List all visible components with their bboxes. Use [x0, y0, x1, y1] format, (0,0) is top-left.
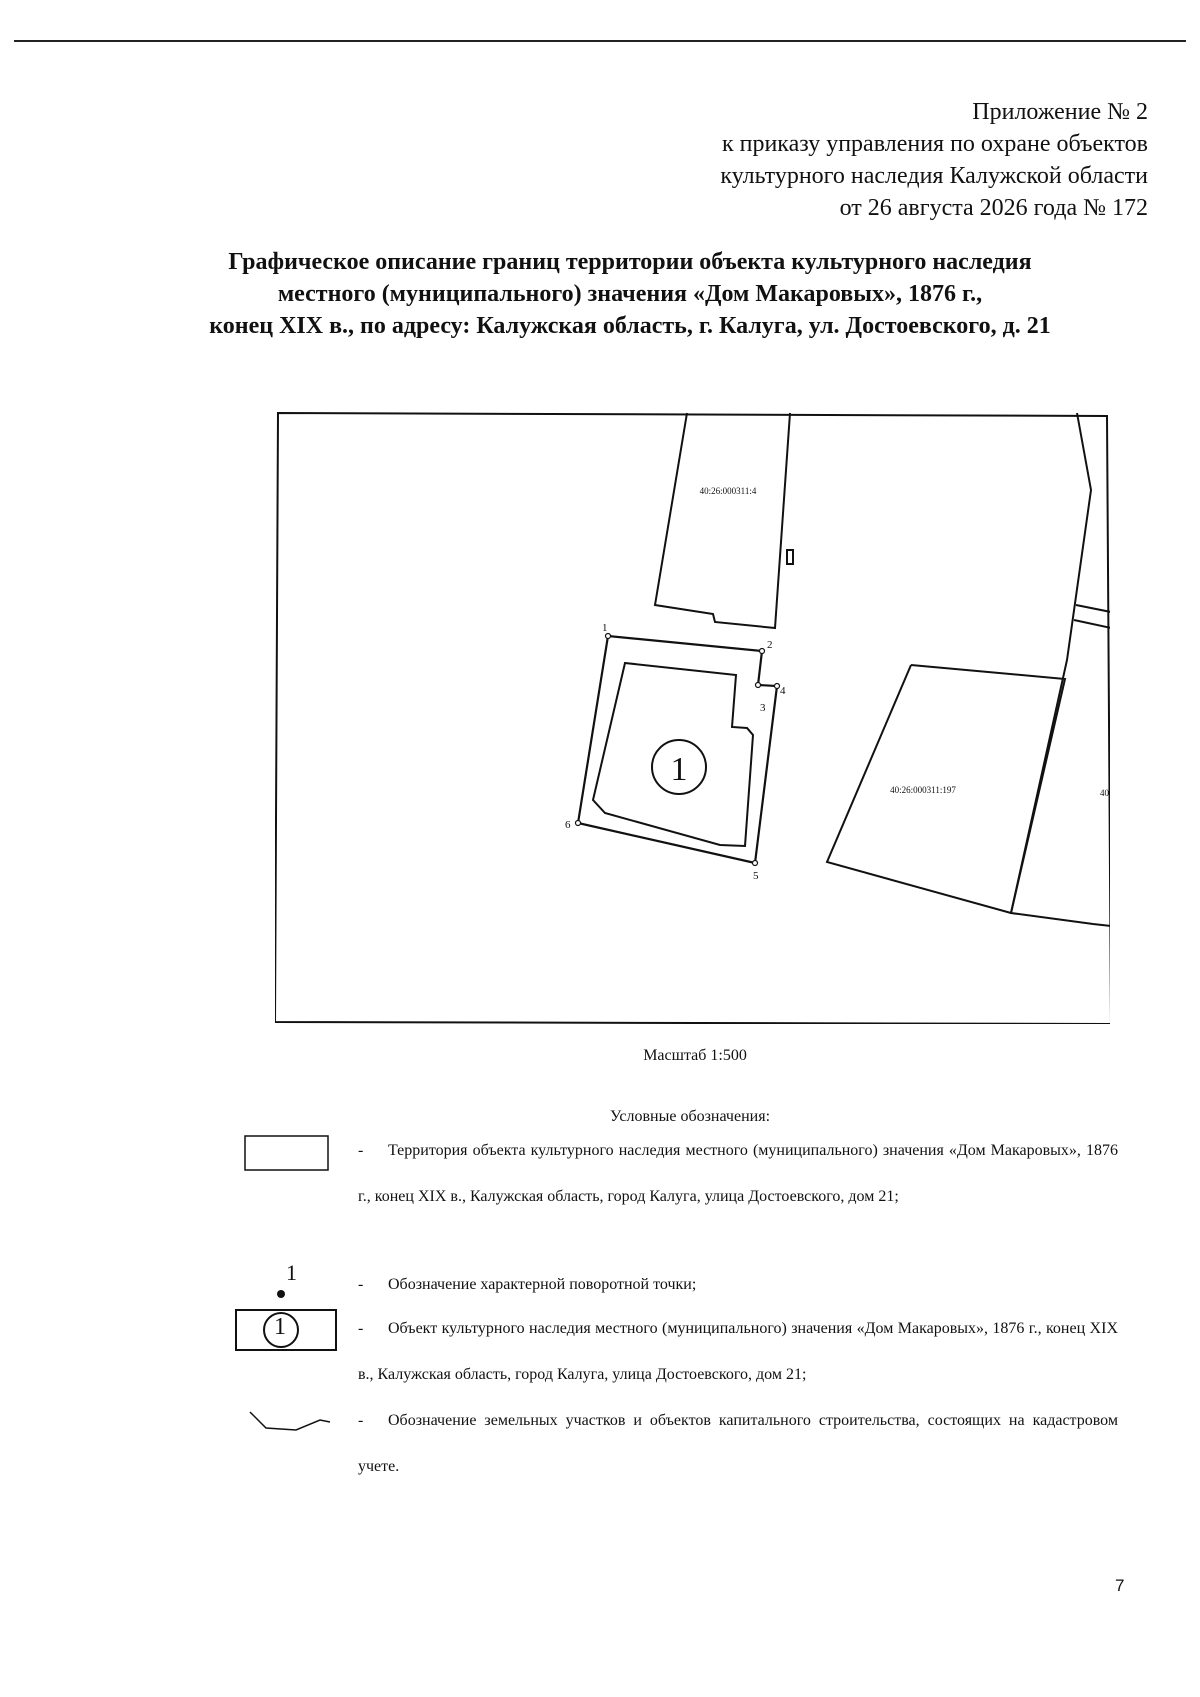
point-label: 5 — [753, 870, 759, 882]
turning-point — [756, 683, 761, 688]
point-label: 4 — [780, 685, 786, 697]
turning-point — [606, 634, 611, 639]
parcel-boundary — [787, 550, 793, 564]
document-title — [0, 246, 1200, 342]
legend-item-territory — [230, 1128, 1130, 1268]
appendix-header — [720, 96, 1148, 224]
cadastral-boundary-symbol — [230, 1398, 340, 1444]
turning-point-symbol — [230, 1262, 330, 1308]
parcel-boundary — [1076, 605, 1110, 612]
turning-point — [775, 684, 780, 689]
point-label: 2 — [767, 639, 773, 651]
turning-point — [753, 861, 758, 866]
appendix-line: от 26 августа 2026 года № 172 — [839, 195, 1148, 221]
site-plan-map — [275, 410, 1110, 1024]
parcel-boundary — [655, 413, 790, 628]
point-label: 6 — [565, 819, 571, 831]
legend-item-cadastral — [230, 1398, 1130, 1490]
legend-text: Обозначение земельных участков и объектов капитального строительства, состоящих на кадастровом учете. — [358, 1412, 1118, 1475]
parcel-boundary — [1011, 413, 1091, 913]
legend-dash: - — [358, 1412, 364, 1429]
map-scale: Масштаб 1:500 — [643, 1047, 747, 1064]
territory-symbol — [230, 1128, 330, 1178]
appendix-line: Приложение № 2 — [972, 99, 1148, 125]
turning-point — [576, 821, 581, 826]
point-label: 1 — [602, 622, 608, 634]
map-frame — [275, 413, 1110, 1024]
parcel-label: 40 — [1100, 788, 1109, 798]
legend-text: Территория объекта культурного наследия местного (муниципального) значения «Дом Макаровых», 1876 г., конец XIX в., Калужская область, город Калуга, улица Достоевского, дом 21; — [358, 1142, 1118, 1205]
title-line: конец XIX в., по адресу: Калужская область, г. Калуга, ул. Достоевского, д. 21 — [209, 313, 1051, 339]
legend-dash: - — [358, 1276, 364, 1293]
object-number-label: 1 — [670, 751, 688, 788]
parcel-boundary — [1074, 620, 1110, 628]
turning-point-symbol-label: 1 — [286, 1260, 297, 1285]
legend-text: Объект культурного наследия местного (муниципального) значения «Дом Макаровых», 1876 г., конец XIX в., Калужская область, город Калуга, улица Достоевского, дом 21; — [358, 1320, 1118, 1383]
point-label: 3 — [760, 702, 766, 714]
parcel-boundary — [911, 665, 1110, 926]
legend-text: Обозначение характерной поворотной точки; — [388, 1276, 697, 1293]
top-rule — [14, 40, 1186, 42]
appendix-line: к приказу управления по охране объектов — [721, 131, 1148, 157]
legend-item-turning-point — [230, 1262, 1130, 1308]
legend-dash: - — [358, 1320, 364, 1337]
legend-dash: - — [358, 1142, 364, 1159]
legend-title: Условные обозначения: — [609, 1108, 771, 1125]
title-line: местного (муниципального) значения «Дом Макаровых», 1876 г., — [277, 281, 983, 307]
appendix-line: культурного наследия Калужской области — [720, 163, 1148, 189]
title-line: Графическое описание границ территории объекта культурного наследия — [228, 249, 1032, 275]
parcel-label: 40:26:000311:4 — [699, 486, 757, 496]
parcel-label: 40:26:000311:197 — [890, 785, 956, 795]
legend-item-heritage-object — [230, 1306, 1130, 1398]
page-number: 7 — [1115, 1576, 1125, 1595]
heritage-object-symbol-label: 1 — [274, 1314, 286, 1340]
turning-point — [760, 649, 765, 654]
